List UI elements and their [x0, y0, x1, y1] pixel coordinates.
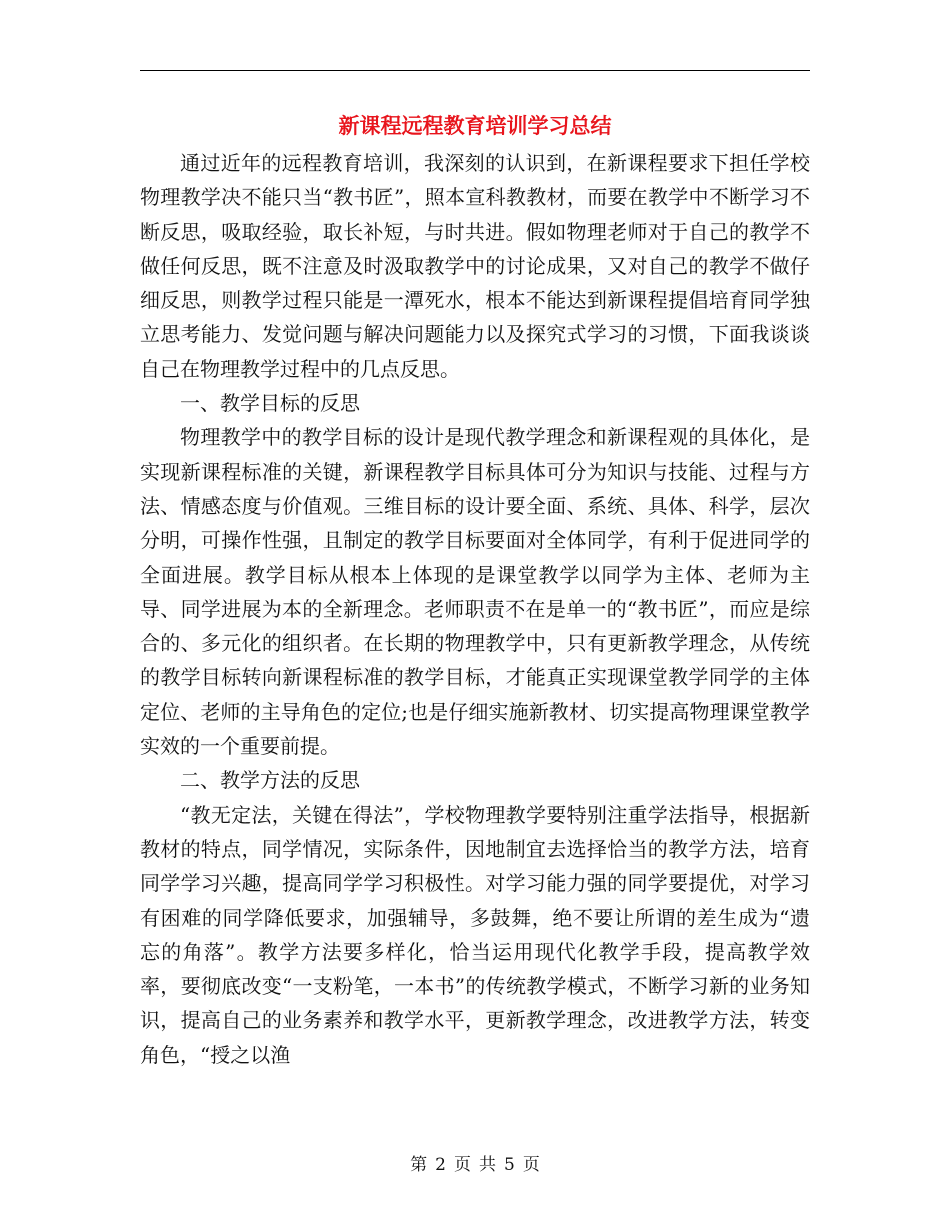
section-heading-teaching-methods: 二、教学方法的反思	[180, 768, 360, 793]
footer-suffix: 页	[522, 1155, 540, 1175]
document-body	[140, 146, 810, 1072]
teaching-methods-paragraph: “教无定法，关键在得法”，学校物理教学要特别注重学法指导，根据新教材的特点，同学情况，实际条件，因地制宜去选择恰当的教学方法，培育同学学习兴趣，提高同学学习积极性。对学习能力强的同学要提优，对学习有困难的同学降低要求，加强辅导，多鼓舞，绝不要让所谓的差生成为“遗忘的角落”。教学方法要多样化，恰当运用现代化教学手段，提高教学效率，要彻底改变“一支粉笔，一本书”的传统教学模式，不断学习新的业务知识，提高自己的业务素养和教学水平，更新教学理念，改进教学方法，转变角色，“授之以渔	[140, 802, 810, 1067]
teaching-goals-paragraph: 物理教学中的教学目标的设计是现代教学理念和新课程观的具体化，是实现新课程标准的关键，新课程教学目标具体可分为知识与技能、过程与方法、情感态度与价值观。三维目标的设计要全面、系统、具体、科学，层次分明，可操作性强，且制定的教学目标要面对全体同学，有利于促进同学的全面进展。教学目标从根本上体现的是课堂教学以同学为主体、老师为主导、同学进展为本的全新理念。老师职责不在是单一的“教书匠”，而应是综合的、多元化的组织者。在长期的物理教学中，只有更新教学理念，从传统的教学目标转向新课程标准的教学目标，才能真正实现课堂教学同学的主体定位、老师的主导角色的定位;也是仔细实施新教材、切实提高物理课堂教学实效的一个重要前提。	[140, 425, 810, 759]
footer-total-pages: 5	[504, 1155, 515, 1175]
section-heading-teaching-goals: 一、教学目标的反思	[180, 391, 360, 416]
footer-page-word: 页	[454, 1155, 471, 1175]
footer-prefix: 第	[410, 1155, 428, 1175]
intro-paragraph: 通过近年的远程教育培训，我深刻的认识到，在新课程要求下担任学校物理教学决不能只当“教书匠”，照本宣科教教材，而要在教学中不断学习不断反思，吸取经验，取长补短，与时共进。假如物理老师对于自己的教学不做任何反思，既不注意及时汲取教学中的讨论成果，又对自己的教学不做仔细反思，则教学过程只能是一潭死水，根本不能达到新课程提倡培育同学独立思考能力、发觉问题与解决问题能力以及探究式学习的习惯，下面我谈谈自己在物理教学过程中的几点反思。	[140, 151, 810, 381]
footer-current-page: 2	[435, 1155, 446, 1175]
page-footer	[0, 1152, 950, 1178]
document-title: 新课程远程教育培训学习总结	[338, 113, 612, 138]
footer-total-word: 共	[479, 1155, 496, 1175]
header-rule	[140, 70, 810, 71]
